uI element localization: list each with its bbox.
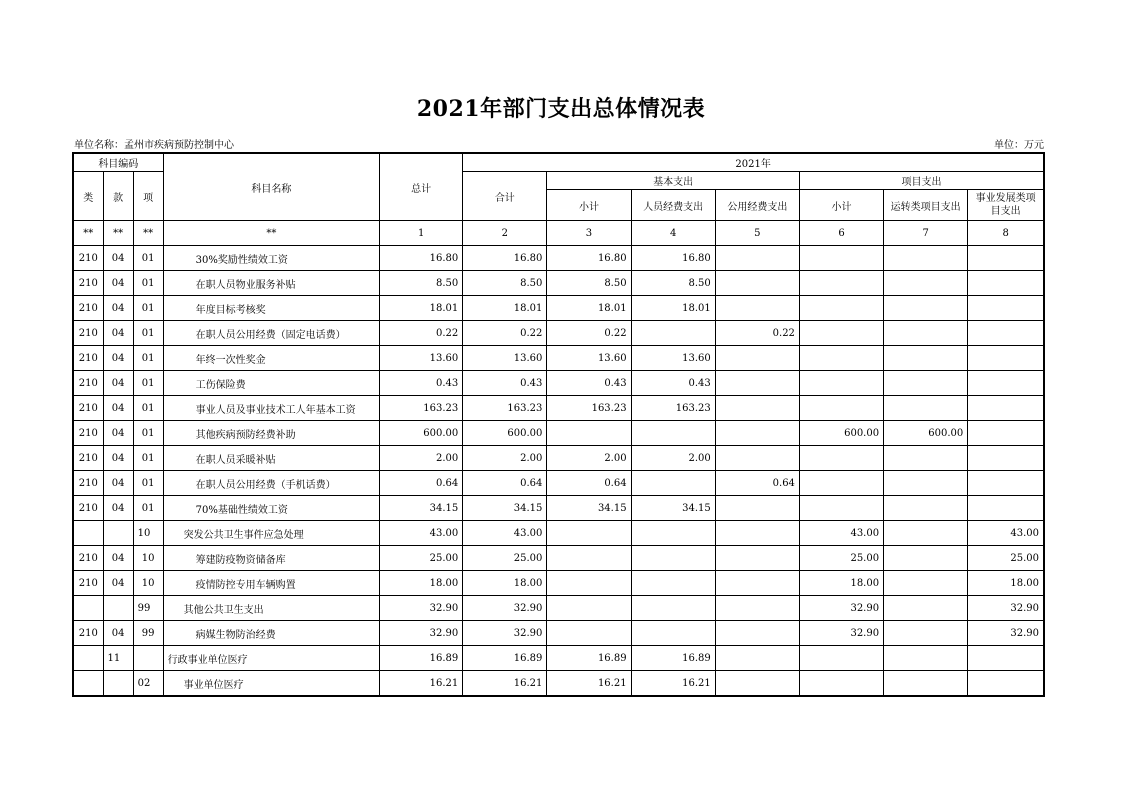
header-lei: 类: [73, 172, 103, 221]
table-row: [73, 496, 1044, 521]
cell-public: [715, 446, 799, 471]
cell-total: 2.00: [380, 446, 463, 471]
cell-sum: 43.00: [463, 521, 547, 546]
cell-xiang: 01: [133, 446, 163, 471]
cell-sum: 8.50: [463, 271, 547, 296]
cell-operation: [884, 296, 968, 321]
cell-sum: 16.89: [463, 646, 547, 671]
cell-project-subtotal: [799, 321, 883, 346]
cell-public: [715, 671, 799, 697]
cell-kuan: 04: [103, 421, 133, 446]
cell-public: [715, 646, 799, 671]
cell-project-subtotal: [799, 271, 883, 296]
cell-operation: [884, 246, 968, 271]
cell-lei: [73, 596, 103, 621]
table-row: [73, 571, 1044, 596]
index-cell: **: [103, 221, 133, 246]
cell-lei: 210: [73, 621, 103, 646]
cell-xiang: 01: [133, 246, 163, 271]
cell-project-subtotal: 600.00: [799, 421, 883, 446]
cell-public: [715, 571, 799, 596]
table-row: [73, 671, 1044, 697]
cell-subject-name: 事业单位医疗: [163, 671, 379, 697]
cell-operation: [884, 396, 968, 421]
cell-public: 0.22: [715, 321, 799, 346]
cell-personnel: [631, 321, 715, 346]
cell-total: 16.80: [380, 246, 463, 271]
cell-kuan: 04: [103, 471, 133, 496]
header-total: 总计: [380, 153, 463, 221]
cell-public: [715, 296, 799, 321]
cell-public: [715, 521, 799, 546]
cell-kuan: [103, 596, 133, 621]
cell-xiang: 01: [133, 396, 163, 421]
header-project: 项目支出: [799, 172, 1044, 190]
cell-basic-subtotal: [547, 521, 631, 546]
cell-personnel: 0.43: [631, 371, 715, 396]
cell-lei: [73, 646, 103, 671]
cell-sum: 16.80: [463, 246, 547, 271]
cell-kuan: 04: [103, 346, 133, 371]
cell-lei: 210: [73, 546, 103, 571]
cell-lei: 210: [73, 496, 103, 521]
cell-public: [715, 421, 799, 446]
cell-xiang: 01: [133, 321, 163, 346]
cell-project-subtotal: [799, 646, 883, 671]
cell-project-subtotal: [799, 346, 883, 371]
header-basic: 基本支出: [547, 172, 800, 190]
cell-development: [968, 396, 1044, 421]
cell-subject-name: 突发公共卫生事件应急处理: [163, 521, 379, 546]
cell-development: [968, 471, 1044, 496]
cell-subject-name: 70%基础性绩效工资: [163, 496, 379, 521]
cell-subject-name: 疫情防控专用车辆购置: [163, 571, 379, 596]
cell-kuan: 04: [103, 621, 133, 646]
cell-operation: 600.00: [884, 421, 968, 446]
index-row: [73, 221, 1044, 246]
header-operation: 运转类项目支出: [884, 190, 968, 221]
cell-kuan: [103, 521, 133, 546]
cell-kuan: [103, 671, 133, 697]
cell-personnel: 16.89: [631, 646, 715, 671]
index-cell: **: [163, 221, 379, 246]
index-cell: 3: [547, 221, 631, 246]
cell-sum: 32.90: [463, 596, 547, 621]
cell-subject-name: 年度目标考核奖: [163, 296, 379, 321]
cell-total: 32.90: [380, 621, 463, 646]
cell-kuan: 04: [103, 371, 133, 396]
index-cell: 6: [799, 221, 883, 246]
cell-lei: 210: [73, 421, 103, 446]
cell-operation: [884, 546, 968, 571]
cell-sum: 25.00: [463, 546, 547, 571]
cell-sum: 32.90: [463, 621, 547, 646]
table-row: [73, 296, 1044, 321]
cell-basic-subtotal: [547, 421, 631, 446]
cell-xiang: 10: [133, 546, 163, 571]
table-row: [73, 421, 1044, 446]
cell-project-subtotal: [799, 246, 883, 271]
cell-lei: 210: [73, 271, 103, 296]
cell-operation: [884, 446, 968, 471]
cell-operation: [884, 521, 968, 546]
cell-total: 32.90: [380, 596, 463, 621]
cell-kuan: 04: [103, 546, 133, 571]
page-title: 2021年部门支出总体情况表: [416, 96, 706, 122]
cell-subject-name: 其他公共卫生支出: [163, 596, 379, 621]
cell-operation: [884, 471, 968, 496]
cell-total: 18.01: [380, 296, 463, 321]
cell-personnel: [631, 471, 715, 496]
cell-total: 18.00: [380, 571, 463, 596]
cell-xiang: 01: [133, 346, 163, 371]
cell-personnel: 163.23: [631, 396, 715, 421]
cell-total: 8.50: [380, 271, 463, 296]
table-row: [73, 396, 1044, 421]
header-project-subtotal: 小计: [799, 190, 883, 221]
header-public: 公用经费支出: [715, 190, 799, 221]
cell-development: [968, 296, 1044, 321]
cell-kuan: 04: [103, 446, 133, 471]
cell-total: 43.00: [380, 521, 463, 546]
cell-sum: 600.00: [463, 421, 547, 446]
cell-operation: [884, 596, 968, 621]
cell-public: [715, 621, 799, 646]
cell-lei: 210: [73, 371, 103, 396]
cell-operation: [884, 371, 968, 396]
cell-personnel: 2.00: [631, 446, 715, 471]
table-row: [73, 246, 1044, 271]
cell-project-subtotal: 18.00: [799, 571, 883, 596]
cell-development: [968, 271, 1044, 296]
cell-kuan: 04: [103, 396, 133, 421]
cell-basic-subtotal: 16.21: [547, 671, 631, 697]
cell-project-subtotal: [799, 671, 883, 697]
cell-personnel: 16.80: [631, 246, 715, 271]
cell-total: 34.15: [380, 496, 463, 521]
cell-public: [715, 246, 799, 271]
cell-subject-name: 工伤保险费: [163, 371, 379, 396]
cell-kuan: 04: [103, 296, 133, 321]
cell-xiang: 99: [133, 621, 163, 646]
table-row: [73, 546, 1044, 571]
cell-subject-name: 事业人员及事业技术工人年基本工资: [163, 396, 379, 421]
table-row: [73, 446, 1044, 471]
cell-operation: [884, 646, 968, 671]
cell-subject-name: 年终一次性奖金: [163, 346, 379, 371]
cell-basic-subtotal: 0.22: [547, 321, 631, 346]
cell-basic-subtotal: [547, 596, 631, 621]
cell-development: 43.00: [968, 521, 1044, 546]
cell-personnel: [631, 421, 715, 446]
cell-lei: [73, 521, 103, 546]
cell-subject-name: 在职人员物业服务补贴: [163, 271, 379, 296]
cell-operation: [884, 621, 968, 646]
cell-personnel: 8.50: [631, 271, 715, 296]
header-subject-code: 科目编码: [73, 153, 163, 172]
cell-operation: [884, 271, 968, 296]
cell-project-subtotal: [799, 396, 883, 421]
cell-sum: 0.22: [463, 321, 547, 346]
cell-total: 16.89: [380, 646, 463, 671]
cell-subject-name: 在职人员公用经费（手机话费）: [163, 471, 379, 496]
cell-project-subtotal: [799, 371, 883, 396]
header-year: 2021年: [463, 153, 1044, 172]
cell-project-subtotal: [799, 496, 883, 521]
cell-development: 25.00: [968, 546, 1044, 571]
cell-subject-name: 其他疾病预防经费补助: [163, 421, 379, 446]
cell-personnel: [631, 621, 715, 646]
cell-basic-subtotal: [547, 546, 631, 571]
cell-kuan: 04: [103, 246, 133, 271]
cell-project-subtotal: [799, 296, 883, 321]
cell-personnel: [631, 596, 715, 621]
cell-basic-subtotal: 16.80: [547, 246, 631, 271]
cell-lei: 210: [73, 396, 103, 421]
cell-total: 0.22: [380, 321, 463, 346]
index-cell: **: [73, 221, 103, 246]
table-row: [73, 646, 1044, 671]
cell-public: [715, 496, 799, 521]
cell-kuan: 04: [103, 571, 133, 596]
index-cell: 2: [463, 221, 547, 246]
cell-personnel: [631, 546, 715, 571]
table-row: [73, 321, 1044, 346]
cell-sum: 2.00: [463, 446, 547, 471]
index-cell: 8: [968, 221, 1044, 246]
header-xiang: 项: [133, 172, 163, 221]
cell-sum: 0.64: [463, 471, 547, 496]
cell-total: 16.21: [380, 671, 463, 697]
cell-public: [715, 271, 799, 296]
cell-basic-subtotal: [547, 621, 631, 646]
cell-subject-name: 筹建防疫物资储备库: [163, 546, 379, 571]
cell-project-subtotal: 32.90: [799, 621, 883, 646]
cell-subject-name: 30%奖励性绩效工资: [163, 246, 379, 271]
cell-basic-subtotal: 13.60: [547, 346, 631, 371]
cell-operation: [884, 571, 968, 596]
index-cell: 7: [884, 221, 968, 246]
expenditure-table: [72, 152, 1045, 697]
cell-public: [715, 596, 799, 621]
cell-development: [968, 646, 1044, 671]
cell-basic-subtotal: 18.01: [547, 296, 631, 321]
cell-public: [715, 396, 799, 421]
cell-development: [968, 421, 1044, 446]
cell-lei: 210: [73, 571, 103, 596]
cell-sum: 16.21: [463, 671, 547, 697]
cell-operation: [884, 346, 968, 371]
table-row: [73, 346, 1044, 371]
cell-xiang: 01: [133, 421, 163, 446]
cell-subject-name: 在职人员公用经费（固定电话费）: [163, 321, 379, 346]
cell-project-subtotal: [799, 446, 883, 471]
cell-xiang: 02: [133, 671, 163, 697]
table-row: [73, 371, 1044, 396]
header-sum: 合计: [463, 172, 547, 221]
table-row: [73, 596, 1044, 621]
cell-basic-subtotal: 16.89: [547, 646, 631, 671]
cell-xiang: 01: [133, 296, 163, 321]
cell-public: [715, 346, 799, 371]
cell-project-subtotal: 43.00: [799, 521, 883, 546]
index-cell: 1: [380, 221, 463, 246]
cell-subject-name: 行政事业单位医疗: [163, 646, 379, 671]
cell-xiang: 01: [133, 496, 163, 521]
cell-personnel: [631, 521, 715, 546]
cell-kuan: 04: [103, 321, 133, 346]
cell-xiang: [133, 646, 163, 671]
cell-personnel: 16.21: [631, 671, 715, 697]
index-cell: **: [133, 221, 163, 246]
cell-development: [968, 496, 1044, 521]
cell-kuan: 04: [103, 271, 133, 296]
cell-operation: [884, 496, 968, 521]
cell-sum: 163.23: [463, 396, 547, 421]
cell-total: 600.00: [380, 421, 463, 446]
cell-project-subtotal: 32.90: [799, 596, 883, 621]
cell-development: [968, 371, 1044, 396]
table-row: [73, 621, 1044, 646]
cell-lei: 210: [73, 346, 103, 371]
cell-subject-name: 在职人员采暖补贴: [163, 446, 379, 471]
cell-sum: 34.15: [463, 496, 547, 521]
header-kuan: 款: [103, 172, 133, 221]
cell-sum: 18.01: [463, 296, 547, 321]
cell-subject-name: 病媒生物防治经费: [163, 621, 379, 646]
cell-development: [968, 446, 1044, 471]
cell-basic-subtotal: 0.43: [547, 371, 631, 396]
header-development: 事业发展类项目支出: [968, 190, 1044, 221]
cell-development: [968, 346, 1044, 371]
cell-development: 32.90: [968, 596, 1044, 621]
index-cell: 5: [715, 221, 799, 246]
cell-development: 32.90: [968, 621, 1044, 646]
cell-sum: 13.60: [463, 346, 547, 371]
unit-name-label: 单位名称：孟州市疾病预防控制中心: [74, 140, 234, 151]
cell-lei: 210: [73, 471, 103, 496]
cell-operation: [884, 671, 968, 697]
cell-lei: 210: [73, 321, 103, 346]
cell-public: [715, 546, 799, 571]
cell-personnel: 13.60: [631, 346, 715, 371]
cell-basic-subtotal: [547, 571, 631, 596]
cell-lei: 210: [73, 246, 103, 271]
cell-development: [968, 246, 1044, 271]
cell-total: 25.00: [380, 546, 463, 571]
cell-xiang: 10: [133, 571, 163, 596]
cell-basic-subtotal: 163.23: [547, 396, 631, 421]
cell-sum: 18.00: [463, 571, 547, 596]
cell-xiang: 10: [133, 521, 163, 546]
cell-total: 0.64: [380, 471, 463, 496]
cell-project-subtotal: 25.00: [799, 546, 883, 571]
cell-total: 13.60: [380, 346, 463, 371]
cell-sum: 0.43: [463, 371, 547, 396]
cell-lei: [73, 671, 103, 697]
cell-total: 163.23: [380, 396, 463, 421]
cell-total: 0.43: [380, 371, 463, 396]
cell-xiang: 01: [133, 271, 163, 296]
table-row: [73, 471, 1044, 496]
cell-basic-subtotal: 2.00: [547, 446, 631, 471]
header-personnel: 人员经费支出: [631, 190, 715, 221]
cell-development: 18.00: [968, 571, 1044, 596]
cell-xiang: 01: [133, 371, 163, 396]
cell-public: 0.64: [715, 471, 799, 496]
cell-basic-subtotal: 0.64: [547, 471, 631, 496]
cell-kuan: 04: [103, 496, 133, 521]
cell-basic-subtotal: 8.50: [547, 271, 631, 296]
cell-project-subtotal: [799, 471, 883, 496]
cell-xiang: 01: [133, 471, 163, 496]
index-cell: 4: [631, 221, 715, 246]
header-subject-name: 科目名称: [163, 153, 379, 221]
cell-development: [968, 321, 1044, 346]
cell-xiang: 99: [133, 596, 163, 621]
cell-lei: 210: [73, 296, 103, 321]
cell-operation: [884, 321, 968, 346]
cell-development: [968, 671, 1044, 697]
cell-public: [715, 371, 799, 396]
cell-kuan: 11: [103, 646, 133, 671]
table-row: [73, 521, 1044, 546]
table-row: [73, 271, 1044, 296]
header-basic-subtotal: 小计: [547, 190, 631, 221]
cell-lei: 210: [73, 446, 103, 471]
cell-personnel: 34.15: [631, 496, 715, 521]
cell-basic-subtotal: 34.15: [547, 496, 631, 521]
cell-personnel: [631, 571, 715, 596]
cell-personnel: 18.01: [631, 296, 715, 321]
unit-label: 单位：万元: [994, 140, 1044, 151]
